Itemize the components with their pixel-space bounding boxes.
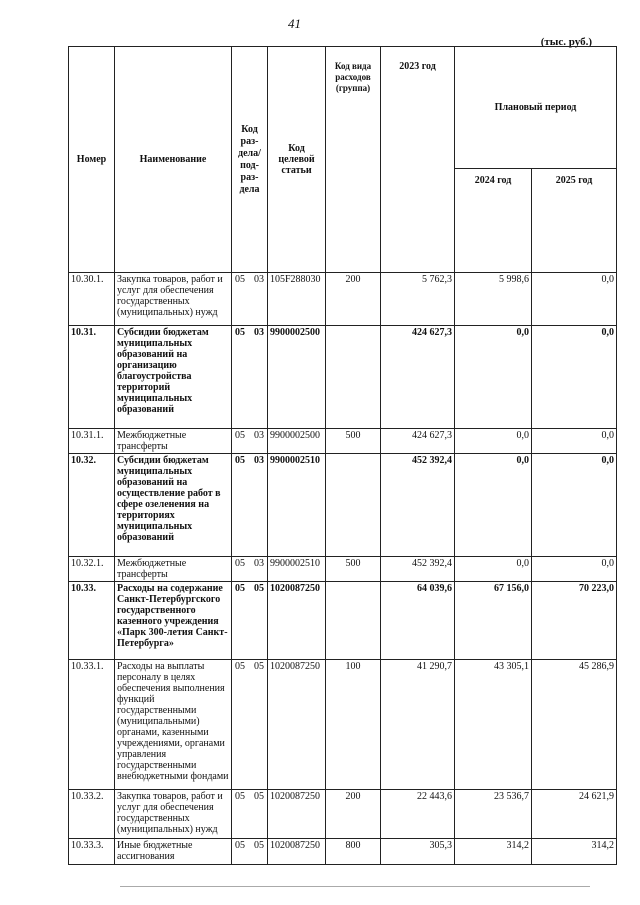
- row-number: 10.32.1.: [69, 557, 115, 582]
- row-target: 9900002500: [268, 429, 326, 454]
- row-2025: 314,2: [532, 839, 617, 865]
- page-number: 41: [288, 16, 301, 31]
- header-row: [69, 47, 617, 169]
- row-section-code: 05: [235, 455, 245, 466]
- header-target: Код целевой статьи: [268, 47, 326, 273]
- row-2025: 0,0: [532, 273, 617, 326]
- table-row: [69, 273, 617, 326]
- row-2025: 0,0: [532, 429, 617, 454]
- row-2023: 424 627,3: [381, 326, 455, 429]
- row-2024: 0,0: [455, 326, 532, 429]
- row-section: [232, 454, 268, 557]
- budget-table: [68, 46, 617, 865]
- row-2023: 305,3: [381, 839, 455, 865]
- row-2025: 0,0: [532, 326, 617, 429]
- header-name: Наименование: [115, 47, 232, 273]
- row-2023: 424 627,3: [381, 429, 455, 454]
- table-row: [69, 326, 617, 429]
- row-name: Межбюджетные трансферты: [115, 557, 232, 582]
- row-2023: 41 290,7: [381, 660, 455, 790]
- row-expense: 500: [326, 429, 381, 454]
- header-plan-period: Плановый период: [455, 47, 617, 169]
- row-2024: 314,2: [455, 839, 532, 865]
- row-2024: 43 305,1: [455, 660, 532, 790]
- row-name: Иные бюджетные ассигнования: [115, 839, 232, 865]
- row-2023: 22 443,6: [381, 790, 455, 839]
- row-name: Закупка товаров, работ и услуг для обеспечения государственных (муниципальных) нужд: [115, 790, 232, 839]
- row-expense: 200: [326, 790, 381, 839]
- row-subsection-code: 03: [254, 274, 264, 285]
- row-subsection-code: 03: [254, 455, 264, 466]
- row-section-code: 05: [235, 791, 245, 802]
- row-subsection-code: 05: [254, 791, 264, 802]
- table-row: [69, 557, 617, 582]
- row-expense: 200: [326, 273, 381, 326]
- table-row: [69, 582, 617, 660]
- row-target: 105F288030: [268, 273, 326, 326]
- row-target: 1020087250: [268, 660, 326, 790]
- row-expense: 100: [326, 660, 381, 790]
- row-section: [232, 273, 268, 326]
- row-number: 10.33.: [69, 582, 115, 660]
- row-number: 10.30.1.: [69, 273, 115, 326]
- row-number: 10.33.1.: [69, 660, 115, 790]
- header-expense: Код вида расходов (группа): [326, 47, 381, 273]
- row-target: 9900002510: [268, 454, 326, 557]
- row-2023: 452 392,4: [381, 557, 455, 582]
- row-subsection-code: 03: [254, 558, 264, 569]
- row-target: 9900002500: [268, 326, 326, 429]
- table-row: [69, 454, 617, 557]
- table-row: [69, 839, 617, 865]
- row-subsection-code: 05: [254, 661, 264, 672]
- row-2024: 0,0: [455, 429, 532, 454]
- row-expense: 800: [326, 839, 381, 865]
- row-2023: 452 392,4: [381, 454, 455, 557]
- row-section: [232, 582, 268, 660]
- row-target: 1020087250: [268, 790, 326, 839]
- row-section: [232, 429, 268, 454]
- table-row: [69, 660, 617, 790]
- row-2025: 45 286,9: [532, 660, 617, 790]
- row-2024: 0,0: [455, 557, 532, 582]
- table-row: [69, 429, 617, 454]
- row-name: Расходы на содержание Санкт-Петербургского государственного казенного учреждения «Парк 300-летия Санкт-Петербурга»: [115, 582, 232, 660]
- row-section-code: 05: [235, 840, 245, 851]
- row-target: 1020087250: [268, 582, 326, 660]
- row-2025: 0,0: [532, 454, 617, 557]
- row-name: Межбюджетные трансферты: [115, 429, 232, 454]
- row-section: [232, 326, 268, 429]
- row-2024: 0,0: [455, 454, 532, 557]
- row-expense: [326, 582, 381, 660]
- row-name: Субсидии бюджетам муниципальных образований на осуществление работ в сфере озеленения на территориях муниципальных образований: [115, 454, 232, 557]
- row-number: 10.31.: [69, 326, 115, 429]
- row-number: 10.33.3.: [69, 839, 115, 865]
- row-name: Расходы на выплаты персоналу в целях обеспечения выполнения функций государственными (муниципальными) органами, казенными учреждениями, органами управления государственными внебюджетными фондами: [115, 660, 232, 790]
- header-year-2024: 2024 год: [455, 169, 532, 273]
- header-year-2025: 2025 год: [532, 169, 617, 273]
- header-number: Номер: [69, 47, 115, 273]
- row-2025: 0,0: [532, 557, 617, 582]
- row-section-code: 05: [235, 327, 245, 338]
- row-2025: 24 621,9: [532, 790, 617, 839]
- row-section-code: 05: [235, 661, 245, 672]
- units-label: (тыс. руб.): [540, 36, 592, 48]
- row-section: [232, 660, 268, 790]
- row-2023: 64 039,6: [381, 582, 455, 660]
- row-expense: 500: [326, 557, 381, 582]
- row-section-code: 05: [235, 558, 245, 569]
- header-section: Код раз-дела/ под-раз-дела: [232, 47, 268, 273]
- row-subsection-code: 05: [254, 583, 264, 594]
- row-expense: [326, 326, 381, 429]
- row-section-code: 05: [235, 274, 245, 285]
- footer-rule: [120, 886, 590, 887]
- row-section: [232, 839, 268, 865]
- row-expense: [326, 454, 381, 557]
- row-section: [232, 790, 268, 839]
- row-number: 10.33.2.: [69, 790, 115, 839]
- row-target: 1020087250: [268, 839, 326, 865]
- row-2024: 5 998,6: [455, 273, 532, 326]
- row-subsection-code: 03: [254, 327, 264, 338]
- row-section: [232, 557, 268, 582]
- row-name: Закупка товаров, работ и услуг для обеспечения государственных (муниципальных) нужд: [115, 273, 232, 326]
- row-target: 9900002510: [268, 557, 326, 582]
- row-2025: 70 223,0: [532, 582, 617, 660]
- row-subsection-code: 03: [254, 430, 264, 441]
- row-2024: 23 536,7: [455, 790, 532, 839]
- row-number: 10.32.: [69, 454, 115, 557]
- table-row: [69, 790, 617, 839]
- row-number: 10.31.1.: [69, 429, 115, 454]
- row-subsection-code: 05: [254, 840, 264, 851]
- row-2024: 67 156,0: [455, 582, 532, 660]
- row-section-code: 05: [235, 583, 245, 594]
- header-year-2023: 2023 год: [381, 47, 455, 273]
- row-name: Субсидии бюджетам муниципальных образований на организацию благоустройства территорий муниципальных образований: [115, 326, 232, 429]
- row-section-code: 05: [235, 430, 245, 441]
- row-2023: 5 762,3: [381, 273, 455, 326]
